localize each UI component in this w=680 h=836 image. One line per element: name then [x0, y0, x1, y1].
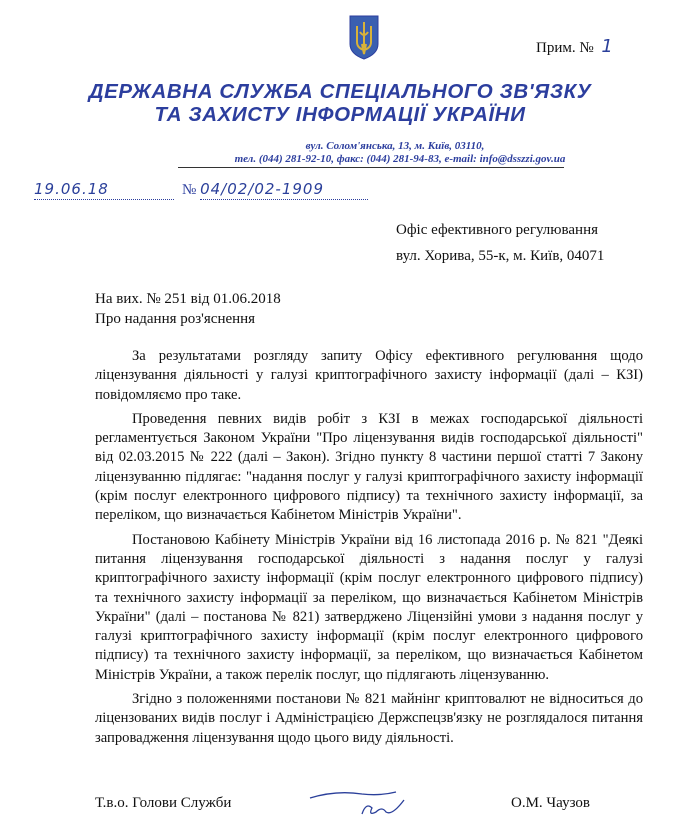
body-paragraph-2: Проведення певних видів робіт з КЗІ в межах господарської діяльності регламентується Законом України "Про ліцензування видів господарської діяльності" від 02.03.2015 № 222 (далі – Закон). Згідно пункту 8 частини першої статті 7 Закону ліцензуванню підлягає: "надання послуг у галузі криптографічного захисту інформації (крім послуг електронного цифрового підпису) та технічного захисту інформації, за переліком, що визначається Кабінетом Міністрів України". — [95, 410, 643, 524]
body-paragraph-3: Постановою Кабінету Міністрів України від 16 листопада 2016 р. № 821 "Деякі питання ліцензування господарської діяльності з надання послуг у галузі криптографічного захисту інформації (крім послуг електронного цифрового підпису) та технічного захисту інформації за переліком, що визначається Кабінетом Міністрів України" (далі – постанова № 821) затверджено Ліцензійні умови з надання послуг у галузі криптографічного захисту інформації (крім послуг електронного цифрового підпису) та технічного захисту інформації, за переліком, що визначається Кабінетом Міністрів України, а також перелік послуг, що підлягають ліцензуванню. — [95, 531, 643, 683]
reference-subject: Про надання роз'яснення — [95, 311, 256, 327]
attachment-mark — [536, 36, 613, 57]
attachment-number: 1 — [601, 36, 613, 57]
reference-incoming: На вих. № 251 від 01.06.2018 — [95, 291, 281, 307]
org-name-line2: ТА ЗАХИСТУ ІНФОРМАЦІЇ УКРАЇНИ — [154, 103, 526, 126]
registration-date: 19.06.18 — [34, 180, 109, 198]
recipient-address: вул. Хорива, 55-к, м. Київ, 04071 — [396, 248, 605, 264]
registration-line — [34, 180, 368, 200]
body-paragraph-4: Згідно з положеннями постанови № 821 майнінг криптовалют не відноситься до ліцензованих видів послуг і Адміністрацією Держспецзв'язку не розглядалося питання запровадження ліцензування щодо цього виду діяльності. — [95, 691, 643, 746]
org-address: вул. Солом'янська, 13, м. Київ, 03110, — [305, 140, 485, 152]
registration-number: 04/02/02-1909 — [200, 180, 325, 198]
letter-body — [95, 347, 643, 748]
body-paragraph-1: За результатами розгляду запиту Офісу ефективного регулювання щодо ліцензування діяльності у галузі криптографічного захисту інформації (далі – КЗІ) повідомляємо про таке. — [95, 348, 643, 403]
attachment-label: Прим. № — [536, 40, 594, 56]
letterhead-divider — [178, 167, 564, 168]
registration-number-label: № — [182, 182, 197, 198]
signatory-name: О.М. Чаузов — [511, 795, 590, 811]
recipient-name: Офіс ефективного регулювання — [396, 222, 598, 238]
coat-of-arms-emblem — [348, 14, 380, 60]
handwritten-signature — [306, 778, 416, 824]
signatory-position: Т.в.о. Голови Служби — [95, 795, 232, 811]
org-name-line1: ДЕРЖАВНА СЛУЖБА СПЕЦІАЛЬНОГО ЗВ'ЯЗКУ — [88, 80, 592, 103]
org-contacts: тел. (044) 281-92-10, факс: (044) 281-94-83, e-mail: info@dsszzi.gov.ua — [234, 153, 566, 165]
